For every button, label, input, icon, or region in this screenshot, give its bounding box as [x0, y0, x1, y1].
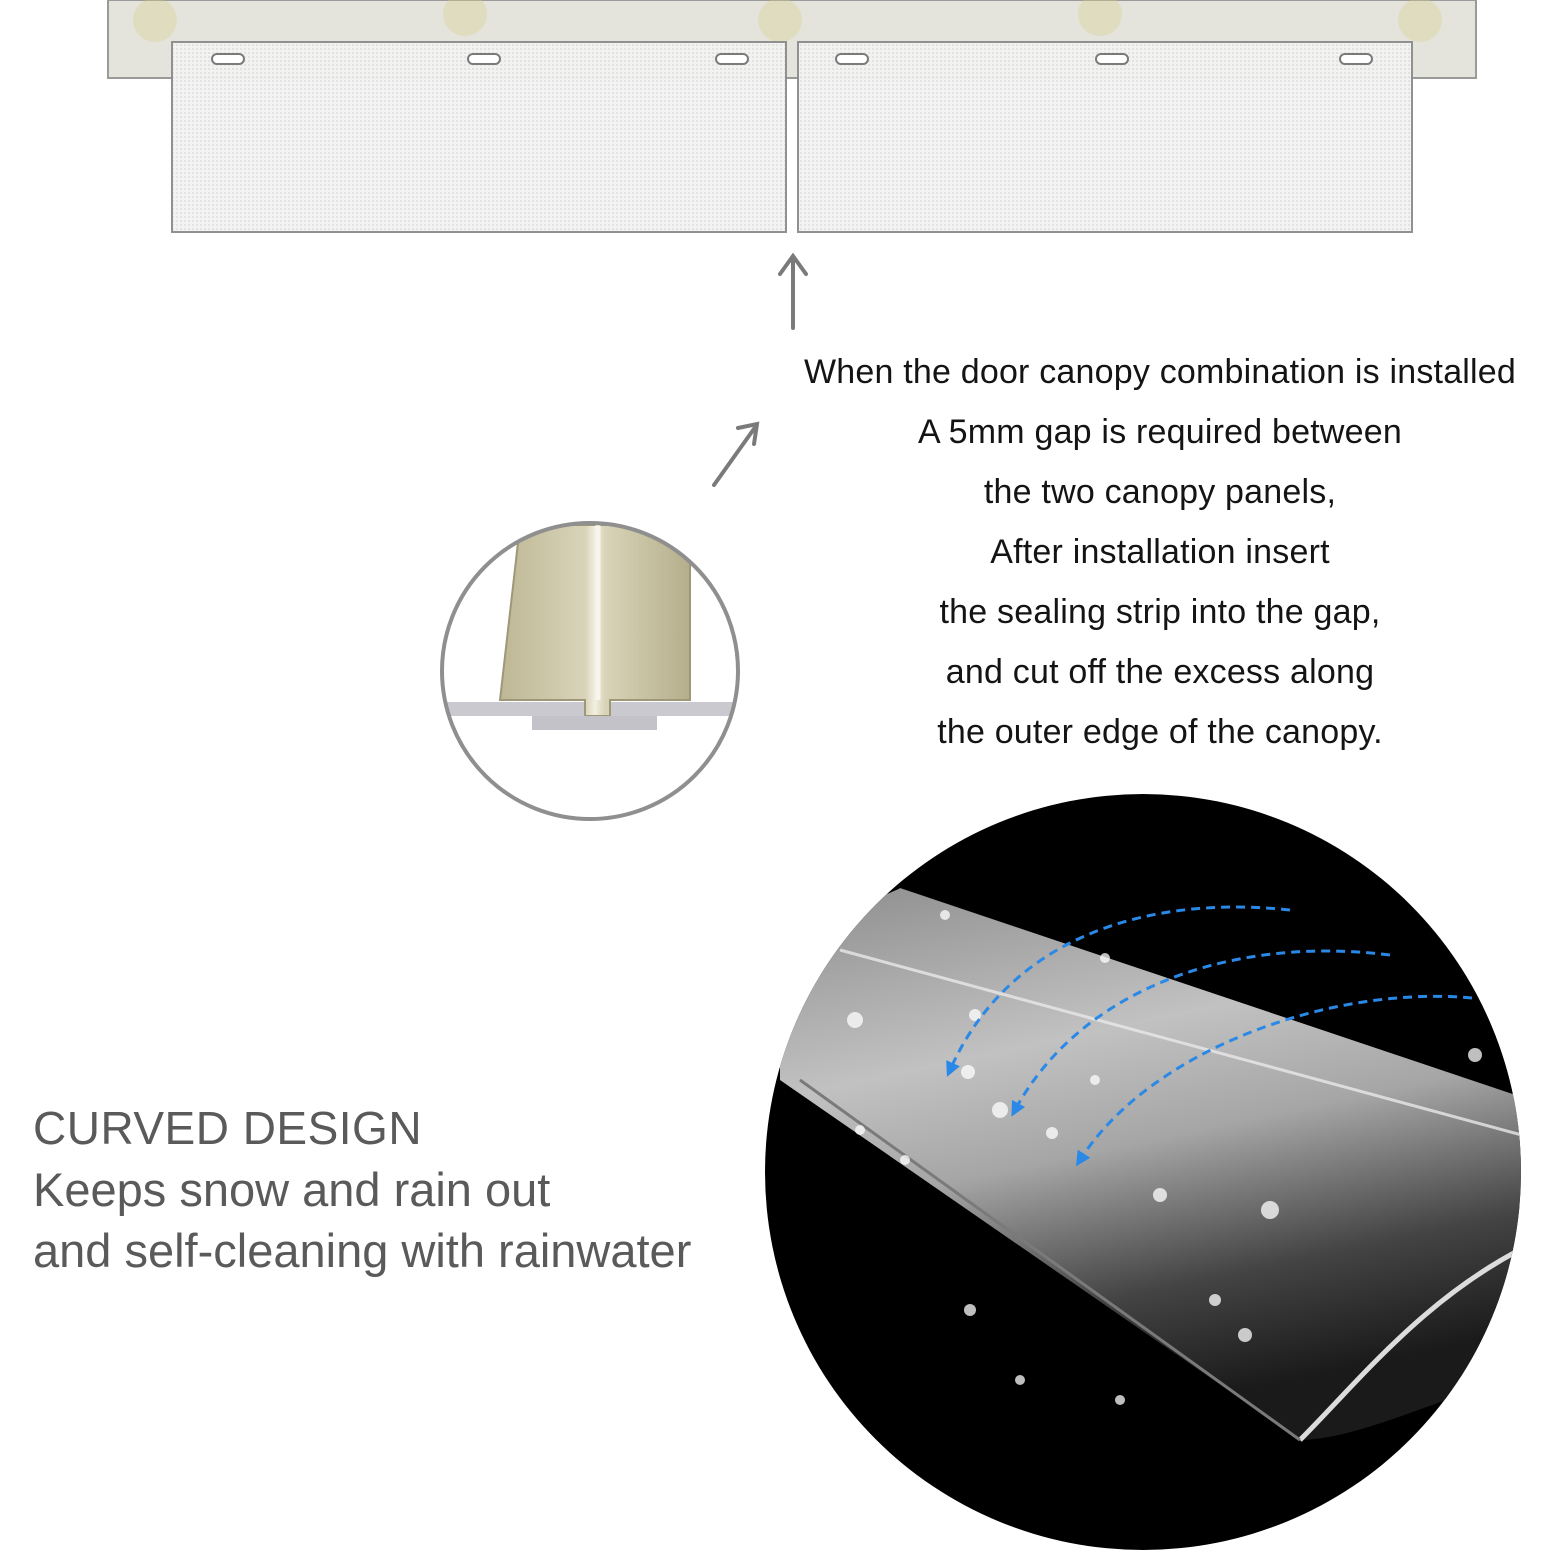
- water-droplet: [992, 1102, 1008, 1118]
- feature-line-2: and self-cleaning with rainwater: [33, 1224, 692, 1277]
- water-droplet: [1261, 1201, 1279, 1219]
- water-droplet: [964, 1304, 976, 1316]
- instruction-line: After installation insert: [990, 533, 1330, 571]
- feature-title: CURVED DESIGN: [33, 1102, 423, 1154]
- water-droplet: [1046, 1127, 1058, 1139]
- feature-description: [33, 1098, 691, 1281]
- water-droplet: [855, 1125, 865, 1135]
- water-droplet: [1115, 1395, 1125, 1405]
- water-droplet: [1100, 953, 1110, 963]
- water-droplet: [961, 1065, 975, 1079]
- instruction-line: the two canopy panels,: [983, 473, 1337, 511]
- water-droplet: [1015, 1375, 1025, 1385]
- instruction-line: and cut off the excess along: [945, 653, 1375, 691]
- instruction-line: A 5mm gap is required between: [918, 413, 1402, 451]
- water-droplet: [900, 1155, 910, 1165]
- instruction-line: When the door canopy combination is installed: [803, 353, 1517, 391]
- instruction-line: the outer edge of the canopy.: [937, 713, 1383, 751]
- water-droplet: [847, 1012, 863, 1028]
- water-droplet: [940, 910, 950, 920]
- water-droplet: [1209, 1294, 1221, 1306]
- water-droplet: [1238, 1328, 1252, 1342]
- water-droplet: [1153, 1188, 1167, 1202]
- water-droplet: [1468, 1048, 1482, 1062]
- instruction-line: the sealing strip into the gap,: [939, 593, 1381, 631]
- feature-line-1: Keeps snow and rain out: [33, 1163, 551, 1216]
- water-droplet: [1090, 1075, 1100, 1085]
